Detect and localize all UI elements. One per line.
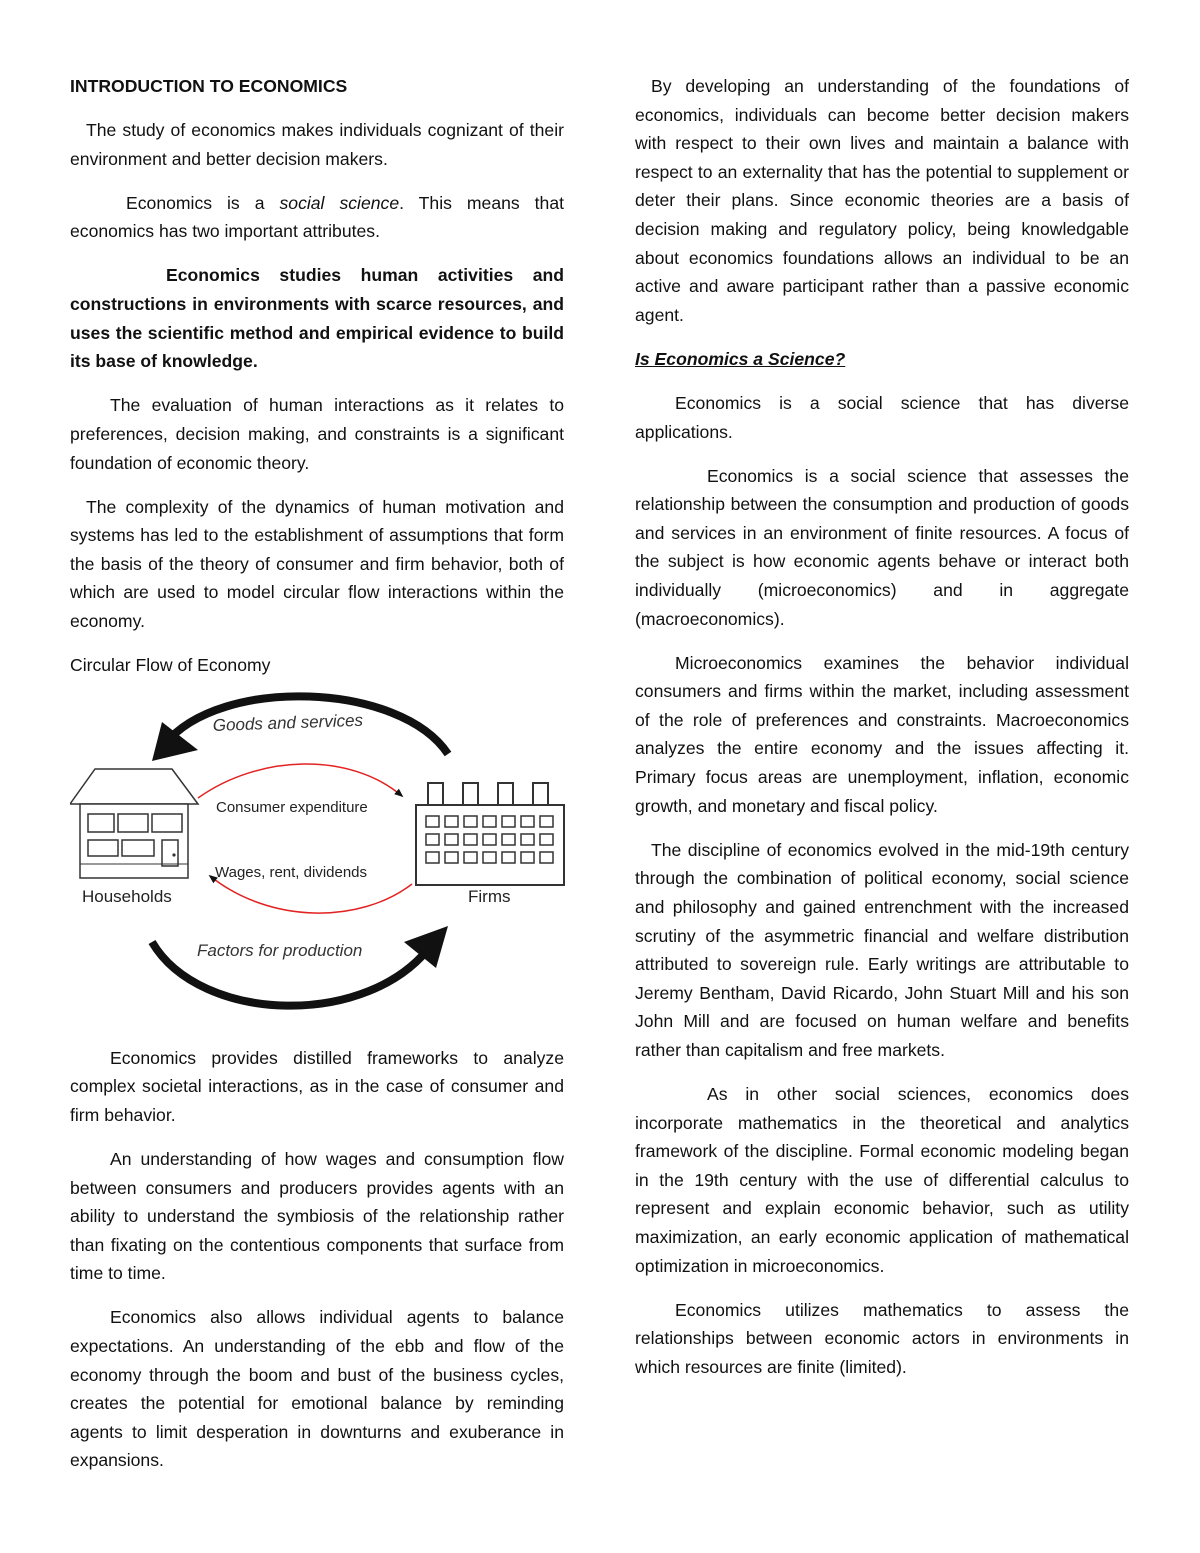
- goods-services-arrowhead: [152, 722, 198, 761]
- social-science-term: social science: [279, 192, 400, 213]
- paragraph-relationships: Economics utilizes mathematics to assess the relationships between economic actors in environments in which resources are finite (limited).: [635, 1299, 1129, 1377]
- households-label: Households: [82, 886, 172, 906]
- paragraph-diverse-applications: Economics is a social science that has diverse applications.: [635, 392, 1129, 442]
- goods-services-label: Goods and services: [212, 710, 364, 735]
- paragraph-social-science-end: . This means that economics has two important attributes.: [70, 192, 565, 242]
- wages-rent-dividends-label: Wages, rent, dividends: [215, 863, 368, 881]
- paragraph-mathematics: As in other social sciences, economics does incorporate mathematics in the theoretical and analytics framework of the discipline. Formal economic modeling began in the 19th century with the use of differential calculus to represent and explain economic behavior, such as utility maximization, an early economic application of mathematical optimization in microeconomics.: [635, 1084, 1129, 1276]
- section-heading: Is Economics a Science?: [635, 348, 846, 369]
- paragraph-social-science: [70, 189, 564, 246]
- paragraph-history: The discipline of economics evolved in the mid-19th century through the combination of political economy, social science and philosophy and gained entrenchment with the increased scrutiny of the asymmetric financial and welfare distribution attributed to sovereign rule. Early writings are attributable to Jeremy Bentham, David Ricardo, John Stuart Mill and his son John Mill and are focused on human welfare and benefits rather than capitalism and free markets.: [635, 839, 1129, 1060]
- paragraph-social-science-start: Economics is a: [126, 192, 280, 213]
- circular-flow-diagram: [70, 684, 570, 1026]
- paragraph-foundations: By developing an understanding of the foundations of economics, individuals can become better decision makers with respect to their own lives and maintain a balance with respect to an externality that has the potential to supplement or deter their plans. Since economic theories are a basis of decision making and regulatory policy, being knowledgable about economics foundations allows an individual to be an active and aware participant rather than a passive economic agent.: [635, 76, 1129, 325]
- paragraph-balance-expectations: Economics also allows individual agents to balance expectations. An understanding of the ebb and flow of the economy through the boom and bust of the business cycles, creates the potential for emotional balance by reminding agents to limit desperation in downturns and exuberance in expansions.: [70, 1307, 564, 1471]
- factors-production-label: Factors for production: [197, 940, 363, 960]
- firms-label: Firms: [468, 886, 511, 906]
- paragraph-intro: The study of economics makes individuals cognizant of their environment and better decision makers.: [70, 120, 564, 169]
- left-column: [70, 72, 564, 1491]
- diagram-caption: Circular Flow of Economy: [70, 655, 271, 676]
- paragraph-evaluation: The evaluation of human interactions as it relates to preferences, decision making, and constraints is a significant foundation of economic theory.: [70, 395, 564, 473]
- consumer-expenditure-arrow: [198, 764, 402, 798]
- households-house: [70, 769, 198, 878]
- paragraph-wages-consumption: An understanding of how wages and consumption flow between consumers and producers provides agents with an ability to understand the symbiosis of the relationship rather than fixating on the contentious components that surface from time to time.: [70, 1148, 564, 1284]
- right-column: [635, 72, 1129, 1397]
- paragraph-frameworks: Economics provides distilled frameworks to analyze complex societal interactions, as in the case of consumer and firm behavior.: [70, 1047, 564, 1125]
- paragraph-micro-macro: Microeconomics examines the behavior individual consumers and firms within the market, including assessment of the role of preferences and constraints. Macroeconomics analyzes the entire economy and the issues affecting it. Primary focus areas are unemployment, inflation, economic growth, and monetary and fiscal policy.: [635, 652, 1129, 816]
- paragraph-definition-bold: Economics studies human activities and constructions in environments with scarce resources, and uses the scientific method and empirical evidence to build its base of knowledge.: [70, 265, 564, 372]
- document-title: INTRODUCTION TO ECONOMICS: [70, 76, 348, 96]
- consumer-expenditure-label: Consumer expenditure: [216, 798, 368, 816]
- firms-factory: [416, 783, 564, 885]
- paragraph-complexity: The complexity of the dynamics of human motivation and systems has led to the establishment of assumptions that form the basis of the theory of consumer and firm behavior, both of which are used to model circular flow interactions within the economy.: [70, 496, 564, 631]
- paragraph-consumption-production: Economics is a social science that assesses the relationship between the consumption and production of goods and services in an environment of finite resources. A focus of the subject is how economic agents behave or interact both individually (microeconomics) and in aggregate (macroeconomics).: [635, 465, 1129, 629]
- wages-rent-dividends-arrow: [210, 876, 412, 913]
